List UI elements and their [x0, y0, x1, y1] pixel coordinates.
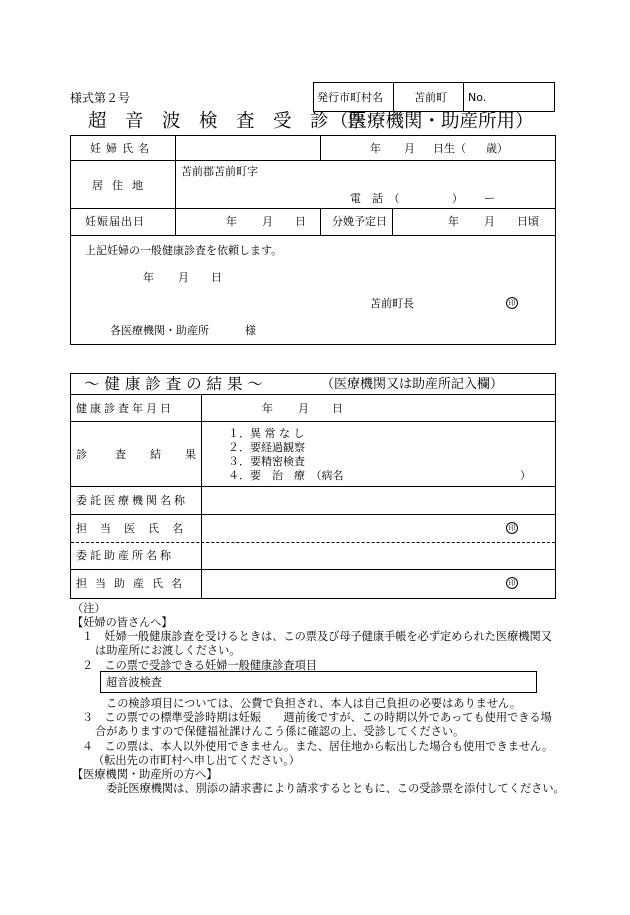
phone-dash: ー	[484, 192, 495, 205]
divider	[71, 160, 555, 161]
issuer-label: 発行市町村名	[317, 91, 383, 104]
form-title: 超 音 波 検 査 受 診 票	[88, 111, 366, 132]
due-year: 年	[448, 215, 459, 228]
divider	[392, 209, 393, 235]
due-month: 月	[484, 215, 495, 228]
request-text: 上記妊婦の一般健康診査を依頼します。	[85, 244, 283, 257]
report-day: 日	[295, 215, 306, 228]
divider	[71, 514, 555, 515]
address-label: 居住地	[92, 179, 152, 192]
exam-year: 年	[262, 402, 273, 415]
results-heading-sub: （医療機関又は助産所記入欄）	[321, 377, 504, 392]
result-option-close: ）	[520, 469, 531, 482]
note-3b: 合がありますので保健福祉課けんこう係に確認の上、受診してください。	[95, 725, 465, 738]
dashed-divider	[71, 542, 555, 543]
exam-day: 日	[332, 402, 343, 415]
exam-month: 月	[298, 402, 309, 415]
note-1a: １ 妊婦一般健康診査を受けるときは、この票及び母子健康手帳を必ず定められた医療機関又	[82, 630, 552, 643]
notes-head: （注）	[72, 602, 106, 615]
birth-month: 月	[404, 142, 415, 155]
seal-icon: 印	[506, 297, 518, 309]
note-2b: この検診項目については、公費で負担され、本人は自己負担の必要はありません。	[106, 697, 522, 710]
issuer-value: 苫前町	[414, 91, 447, 104]
item-box-text: 超音波検査	[106, 676, 162, 689]
patient-info-box	[70, 135, 556, 345]
patient-name-label: 妊婦氏名	[90, 142, 154, 155]
note-2: ２ この票で受診できる妊婦一般健康診査項目	[82, 659, 317, 672]
result-label-1: 診	[76, 448, 87, 461]
divider	[320, 209, 321, 235]
due-date-label: 分娩予定日	[332, 215, 387, 228]
seal-icon: 印	[506, 577, 518, 589]
request-month: 月	[178, 271, 189, 284]
request-day: 日	[211, 271, 222, 284]
divider	[71, 421, 555, 422]
issuer-no-label: No.	[468, 91, 487, 104]
divider	[71, 394, 555, 395]
divider	[463, 83, 464, 111]
address-value: 苫前郡苫前町字	[181, 165, 258, 178]
addressee-honorific: 様	[245, 324, 256, 337]
result-label-2: 査	[115, 448, 126, 461]
divider	[201, 395, 202, 598]
request-year: 年	[143, 271, 154, 284]
divider	[71, 486, 555, 487]
note-1b: は助産所にお渡しください。	[95, 644, 241, 657]
phone-close: ）	[452, 192, 463, 205]
item-box	[100, 671, 537, 693]
divider	[71, 235, 555, 236]
birth-day: 日生（	[433, 142, 466, 155]
result-label-4: 果	[185, 448, 196, 461]
result-option-1[interactable]: １．異 常 な し	[228, 427, 305, 440]
note-4a: ４ この票は、本人以外使用できません。また、居住地から転出した場合も使用できません。	[82, 740, 554, 753]
due-day: 日頃	[517, 215, 539, 228]
medical-facility-label: 委託医療機関名称	[76, 494, 188, 507]
birth-age: 歳）	[486, 142, 508, 155]
divider	[320, 136, 321, 160]
divider	[393, 83, 394, 111]
note-3a: ３ この票での標準受診時期は妊娠 週前後ですが、この時期以外であっても使用できる場	[82, 711, 552, 724]
midwife-label: 担当助産氏名	[76, 577, 190, 590]
report-year: 年	[226, 215, 237, 228]
result-option-3[interactable]: ３．要精密検査	[228, 455, 305, 468]
report-month: 月	[262, 215, 273, 228]
mayor-label: 苫前町長	[370, 297, 414, 310]
phone-label: 電 話 （	[350, 192, 400, 205]
addressee: 各医療機関・助産所	[110, 324, 209, 337]
result-option-4[interactable]: ４．要 治 療 （病名	[228, 469, 344, 482]
form-number: 様式第２号	[70, 91, 131, 105]
birth-year: 年	[370, 142, 381, 155]
seal-icon: 印	[506, 522, 518, 534]
note-5: 委託医療機関は、別添の請求書により請求するとともに、この受診票を添付してください。	[106, 782, 565, 795]
result-label-3: 結	[150, 448, 161, 461]
note-4b: （転出先の市町村へ申し出てください。）	[93, 754, 300, 767]
midwifery-facility-label: 委託助産所名称	[76, 549, 174, 562]
result-option-2[interactable]: ２．要経過観察	[228, 441, 305, 454]
form-title-sub: （医療機関・助産所用）	[330, 111, 534, 132]
divider	[71, 569, 555, 570]
exam-date-label: 健康診査年月日	[76, 402, 174, 415]
divider	[175, 136, 176, 235]
divider	[71, 208, 555, 209]
results-heading: ～ 健 康 診 査 の 結 果 ～	[84, 375, 263, 393]
doctor-label: 担当医氏名	[76, 522, 196, 535]
notes-to-patients: 【妊婦の皆さんへ】	[72, 616, 173, 629]
pregnancy-report-label: 妊娠届出日	[85, 215, 145, 228]
notes-to-facilities: 【医療機関・助産所の方へ】	[72, 768, 218, 781]
